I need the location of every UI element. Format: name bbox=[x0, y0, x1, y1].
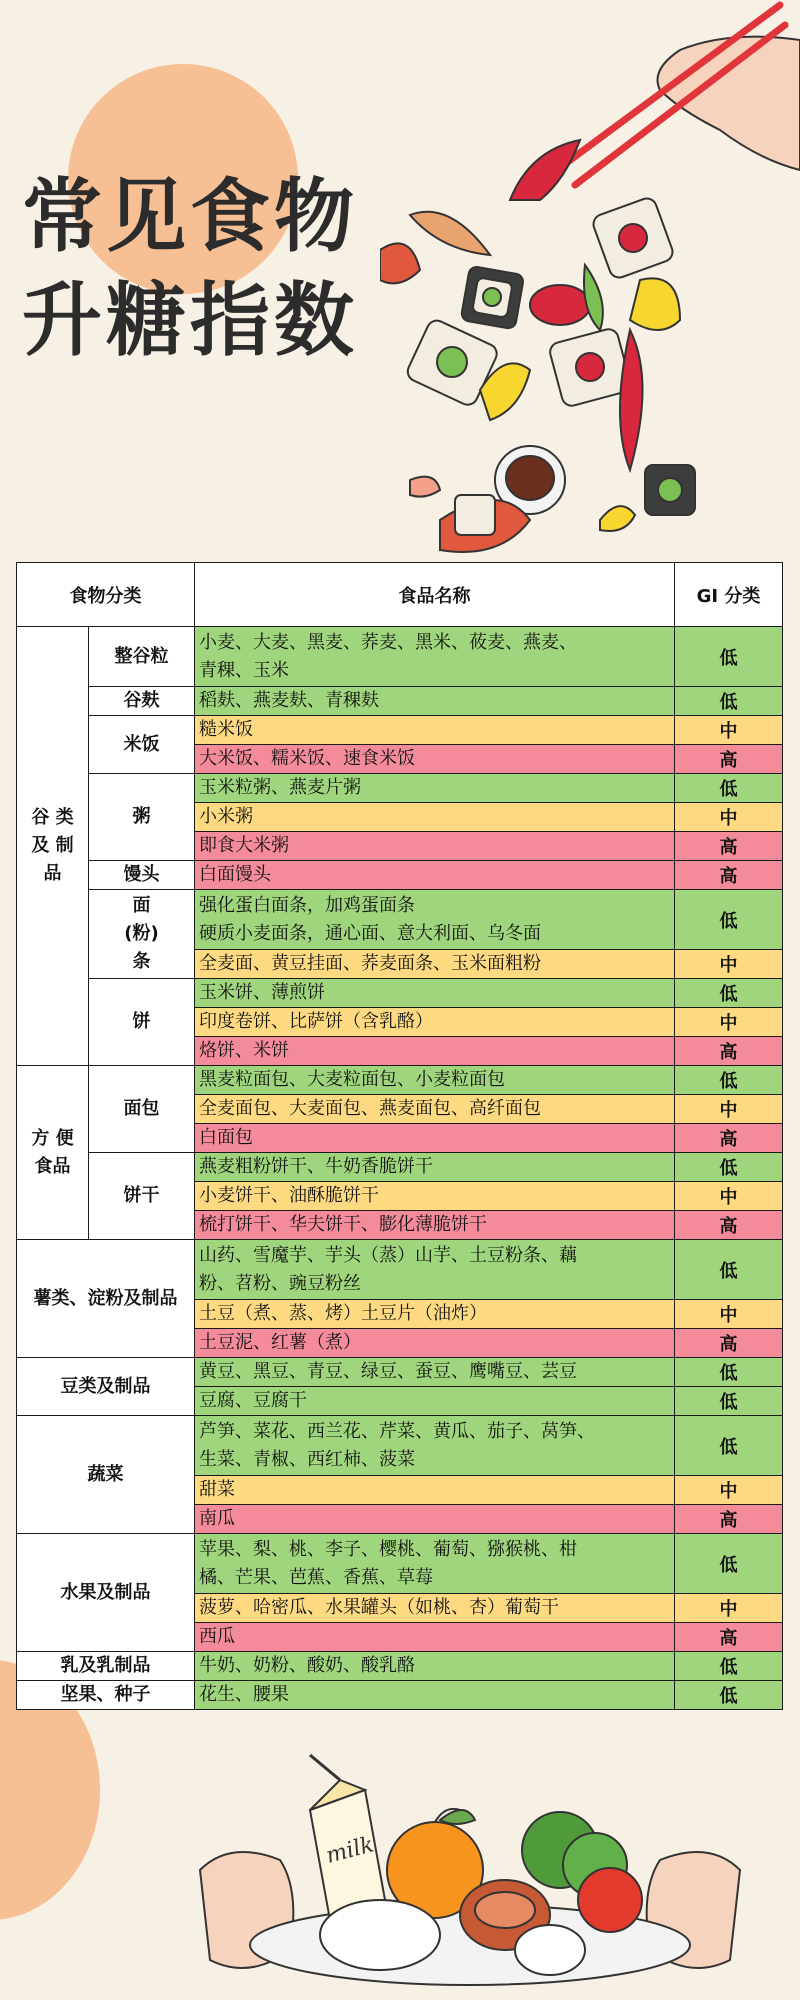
sub-porridge: 粥 bbox=[89, 774, 195, 861]
food-name: 玉米饼、薄煎饼 bbox=[195, 979, 675, 1008]
food-name: 豆腐、豆腐干 bbox=[195, 1387, 675, 1416]
table-row bbox=[17, 1240, 783, 1300]
gi-value: 中 bbox=[675, 1476, 783, 1505]
food-name: 即食大米粥 bbox=[195, 832, 675, 861]
food-name: 苹果、梨、桃、李子、樱桃、葡萄、猕猴桃、柑 橘、芒果、芭蕉、香蕉、草莓 bbox=[195, 1534, 675, 1594]
gi-value: 低 bbox=[675, 627, 783, 687]
gi-value: 低 bbox=[675, 1387, 783, 1416]
gi-value: 中 bbox=[675, 716, 783, 745]
sub-whole: 整谷粒 bbox=[89, 627, 195, 687]
food-name: 白面馒头 bbox=[195, 861, 675, 890]
gi-value: 高 bbox=[675, 861, 783, 890]
sub-bing: 饼 bbox=[89, 979, 195, 1066]
title-line-2: 升糖指数 bbox=[22, 274, 358, 367]
food-name: 糙米饭 bbox=[195, 716, 675, 745]
gi-value: 中 bbox=[675, 1182, 783, 1211]
category-dairy: 乳及乳制品 bbox=[17, 1652, 195, 1681]
table-row bbox=[17, 1066, 783, 1095]
gi-value: 低 bbox=[675, 1153, 783, 1182]
milk-label: milk bbox=[323, 1832, 377, 1869]
page-title bbox=[22, 165, 358, 373]
food-name: 小米粥 bbox=[195, 803, 675, 832]
table-row bbox=[17, 861, 783, 890]
header-food: 食品名称 bbox=[195, 563, 675, 627]
category-grains: 谷 类 及 制 品 bbox=[17, 627, 89, 1066]
gi-value: 中 bbox=[675, 803, 783, 832]
food-name: 稻麸、燕麦麸、青稞麸 bbox=[195, 687, 675, 716]
sub-noodle: 面 (粉) 条 bbox=[89, 890, 195, 979]
food-name: 牛奶、奶粉、酸奶、酸乳酪 bbox=[195, 1652, 675, 1681]
category-beans: 豆类及制品 bbox=[17, 1358, 195, 1416]
gi-value: 中 bbox=[675, 1300, 783, 1329]
food-name: 全麦面、黄豆挂面、荞麦面条、玉米面粗粉 bbox=[195, 950, 675, 979]
food-name: 全麦面包、大麦面包、燕麦面包、高纤面包 bbox=[195, 1095, 675, 1124]
table-header-row bbox=[17, 563, 783, 627]
table-row bbox=[17, 774, 783, 803]
gi-value: 高 bbox=[675, 745, 783, 774]
table-row bbox=[17, 1416, 783, 1476]
gi-value: 高 bbox=[675, 1124, 783, 1153]
category-tubers: 薯类、淀粉及制品 bbox=[17, 1240, 195, 1358]
sub-mantou: 馒头 bbox=[89, 861, 195, 890]
table-row bbox=[17, 1358, 783, 1387]
table-row bbox=[17, 1681, 783, 1710]
food-name: 花生、腰果 bbox=[195, 1681, 675, 1710]
food-name: 西瓜 bbox=[195, 1623, 675, 1652]
gi-value: 低 bbox=[675, 1240, 783, 1300]
sub-bread: 面包 bbox=[89, 1066, 195, 1153]
food-name: 土豆（煮、蒸、烤）土豆片（油炸） bbox=[195, 1300, 675, 1329]
category-convenience: 方 便 食品 bbox=[17, 1066, 89, 1240]
food-name: 土豆泥、红薯（煮） bbox=[195, 1329, 675, 1358]
gi-value: 中 bbox=[675, 1095, 783, 1124]
gi-value: 低 bbox=[675, 1358, 783, 1387]
food-name: 强化蛋白面条，加鸡蛋面条 硬质小麦面条，通心面、意大利面、乌冬面 bbox=[195, 890, 675, 950]
gi-value: 高 bbox=[675, 1211, 783, 1240]
table-row bbox=[17, 1534, 783, 1594]
gi-value: 低 bbox=[675, 774, 783, 803]
food-name: 燕麦粗粉饼干、牛奶香脆饼干 bbox=[195, 1153, 675, 1182]
sub-rice: 米饭 bbox=[89, 716, 195, 774]
gi-value: 低 bbox=[675, 1066, 783, 1095]
gi-value: 低 bbox=[675, 979, 783, 1008]
food-name: 南瓜 bbox=[195, 1505, 675, 1534]
food-name: 甜菜 bbox=[195, 1476, 675, 1505]
gi-value: 中 bbox=[675, 1594, 783, 1623]
food-name: 芦笋、菜花、西兰花、芹菜、黄瓜、茄子、莴笋、 生菜、青椒、西红柿、菠菜 bbox=[195, 1416, 675, 1476]
food-name: 梳打饼干、华夫饼干、膨化薄脆饼干 bbox=[195, 1211, 675, 1240]
gi-value: 中 bbox=[675, 950, 783, 979]
header-category: 食物分类 bbox=[17, 563, 195, 627]
table-row bbox=[17, 627, 783, 687]
sub-biscuit: 饼干 bbox=[89, 1153, 195, 1240]
gi-value: 高 bbox=[675, 1037, 783, 1066]
food-name: 印度卷饼、比萨饼（含乳酪） bbox=[195, 1008, 675, 1037]
table-row bbox=[17, 979, 783, 1008]
gi-value: 低 bbox=[675, 890, 783, 950]
gi-value: 中 bbox=[675, 1008, 783, 1037]
table-row bbox=[17, 716, 783, 745]
food-name: 白面包 bbox=[195, 1124, 675, 1153]
gi-value: 高 bbox=[675, 1623, 783, 1652]
food-plate-icon bbox=[190, 1750, 750, 2000]
food-name: 小麦饼干、油酥脆饼干 bbox=[195, 1182, 675, 1211]
gi-value: 低 bbox=[675, 1534, 783, 1594]
gi-value: 低 bbox=[675, 1416, 783, 1476]
food-name: 黑麦粒面包、大麦粒面包、小麦粒面包 bbox=[195, 1066, 675, 1095]
gi-table bbox=[16, 562, 783, 1710]
gi-value: 高 bbox=[675, 1329, 783, 1358]
food-name: 烙饼、米饼 bbox=[195, 1037, 675, 1066]
sub-bran: 谷麸 bbox=[89, 687, 195, 716]
category-fruit: 水果及制品 bbox=[17, 1534, 195, 1652]
food-name: 黄豆、黑豆、青豆、绿豆、蚕豆、鹰嘴豆、芸豆 bbox=[195, 1358, 675, 1387]
table-row bbox=[17, 1652, 783, 1681]
category-veg: 蔬菜 bbox=[17, 1416, 195, 1534]
food-name: 小麦、大麦、黑麦、荞麦、黑米、莜麦、燕麦、 青稞、玉米 bbox=[195, 627, 675, 687]
category-nuts: 坚果、种子 bbox=[17, 1681, 195, 1710]
gi-value: 高 bbox=[675, 832, 783, 861]
gi-value: 高 bbox=[675, 1505, 783, 1534]
table-row bbox=[17, 687, 783, 716]
title-line-1: 常见食物 bbox=[22, 170, 358, 263]
header-gi: GI 分类 bbox=[675, 563, 783, 627]
food-name: 菠萝、哈密瓜、水果罐头（如桃、杏）葡萄干 bbox=[195, 1594, 675, 1623]
gi-value: 低 bbox=[675, 1652, 783, 1681]
food-name: 大米饭、糯米饭、速食米饭 bbox=[195, 745, 675, 774]
table-row bbox=[17, 1153, 783, 1182]
gi-value: 低 bbox=[675, 1681, 783, 1710]
food-name: 玉米粒粥、燕麦片粥 bbox=[195, 774, 675, 803]
food-name: 山药、雪魔芋、芋头（蒸）山芋、土豆粉条、藕 粉、苕粉、豌豆粉丝 bbox=[195, 1240, 675, 1300]
table-row bbox=[17, 890, 783, 950]
gi-value: 低 bbox=[675, 687, 783, 716]
chopsticks-sushi-icon bbox=[380, 0, 800, 600]
